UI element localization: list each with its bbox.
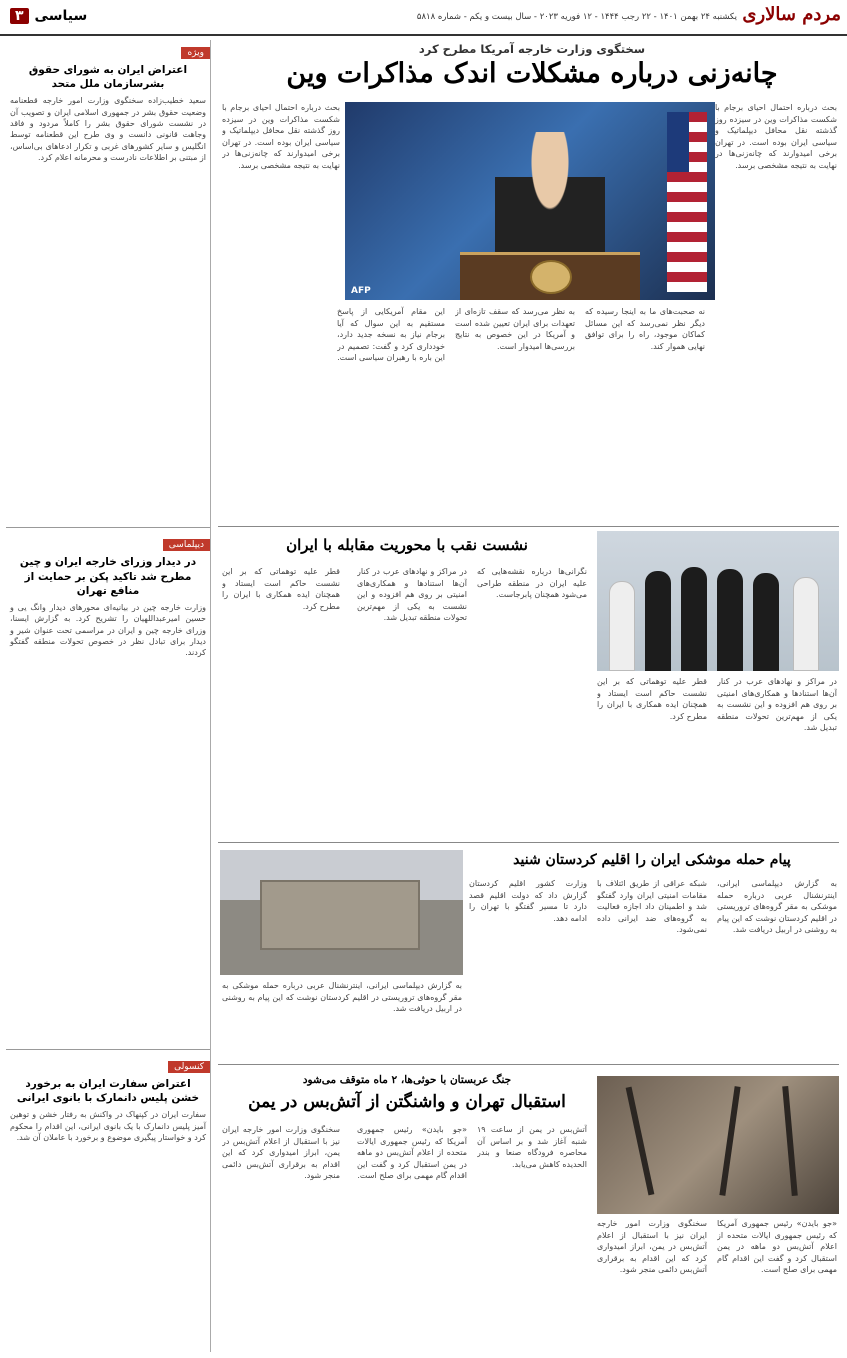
divider	[218, 842, 839, 843]
left-column	[6, 40, 211, 1352]
story3-col-3: وزارت کشور اقلیم کردستان گزارش داد که دولت اقلیم قصد دارد تا مسیر گفتگو با تهران را ادامه دهد.	[469, 879, 587, 923]
masthead	[0, 0, 847, 36]
flag-image	[667, 112, 707, 292]
person-figure	[717, 569, 743, 671]
lead-col-4: این مقام آمریکایی از پاسخ مستقیم به این سوال که آیا برجام نیاز به نسخه جدید دارد، خودداری کرد و گفت: تصمیم در این باره با رهبران سیاسی است.	[337, 307, 445, 363]
story2-photo	[597, 531, 839, 671]
left-item-tag: دیپلماسی	[163, 539, 210, 551]
left-item-title: در دیدار وزرای خارجه ایران و چین مطرح شد تاکید پکن بر حمایت از منافع تهران	[19, 556, 197, 597]
ruined-building	[260, 880, 420, 950]
page-number: ۳	[10, 8, 29, 24]
divider	[218, 526, 839, 527]
lead-col-2: نه صحبت‌های ما به اینجا رسیده که دیگر نظر نمی‌رسد که این مسائل کماکان موجود، راه را برای توافق نهایی هموار کند.	[585, 307, 705, 351]
issue-line: یکشنبه ۲۴ بهمن ۱۴۰۱ - ۲۲ رجب ۱۴۴۴ - ۱۲ فوریه ۲۰۲۳ - سال بیست و یکم - شماره ۵۸۱۸	[416, 12, 737, 22]
left-item-text: سعید خطیب‌زاده سخنگوی وزارت امور خارجه قطعنامه وضعیت حقوق بشر در جمهوری اسلامی ایران و تصویب آن در نشست شورای حقوق بشر را کاملاً مردود و فاقد وجاهت قانونی دانست و وی طرح این قطعنامه توسط انگلیس و سایر کشورهای غربی و تکرار ادعاهای بی‌اساس، از مبتنی بر اطلاعات نادرست و محرمانه اعلام کرد.	[10, 96, 206, 163]
rifle-shape	[782, 1086, 798, 1196]
lead-headline: چانه‌زنی درباره مشکلات اندک مذاکرات وین	[286, 58, 778, 89]
story2-col-3: نگرانی‌ها درباره نقشه‌هایی که علیه ایران در منطقه طراحی می‌شود همچنان پابرجاست.	[477, 567, 587, 600]
left-item-3	[6, 1054, 210, 1145]
lead-kicker: سختگوی وزارت خارجه آمریکا مطرح کرد	[418, 42, 646, 56]
left-item-1	[6, 40, 210, 523]
left-item-tag: کنسولی	[168, 1061, 210, 1073]
left-item-title: اعتراض سفارت ایران به برخورد خشن پلیس دانمارک با بانوی ایرانی	[16, 1077, 200, 1105]
story2-headline: نشست نقب با محوریت مقابله با ایران	[286, 536, 528, 554]
story4-col-2: سخنگوی وزارت امور خارجه ایران نیز با استقبال از اعلام آتش‌بس در یمن، ابراز امیدواری کرد که این اقدام به برقراری آتش‌بس دائمی منجر شود.	[597, 1219, 707, 1275]
story3-col-1: به گزارش دیپلماسی ایرانی، اینترنشنال عربی درباره حمله موشکی به مقر گروه‌های تروریستی در اقلیم کردستان نوشت که این پیام به روشنی در اربیل دریافت شد.	[717, 879, 837, 935]
divider	[6, 527, 210, 528]
divider	[6, 1049, 210, 1050]
story3-col-4: به گزارش دیپلماسی ایرانی، اینترنشنال عربی درباره حمله موشکی به مقر گروه‌های تروریستی در اقلیم کردستان نوشت که این پیام به روشنی در اربیل دریافت شد.	[222, 981, 462, 1014]
rifle-shape	[719, 1086, 740, 1196]
lead-col-1: بحث درباره احتمال احیای برجام با شکست مذاکرات وین در سیزده روز گذشته نقل محافل دیپلماتیک و سیاسی ایران بوده است. در تهران برخی امیدوارند که چانه‌زنی‌ها در نهایت به نتیجه مشخصی برسد.	[715, 103, 837, 170]
person-figure	[645, 571, 671, 671]
left-item-2	[6, 532, 210, 1045]
lead-col-3: به نظر می‌رسد که سقف تازه‌ای از تعهدات برای ایران تعیین شده است و آمریکا در این خصوص به نتایج بررسی‌ها امیدوار است.	[455, 307, 575, 351]
story2-col-5: قطر علیه توهماتی که بر این نشست حاکم است ایستاد و همچنان ایده همکاری با ایران را مطرح کرد.	[222, 567, 340, 611]
newspaper-logo: مردم سالاری	[742, 4, 841, 25]
story4-kicker: جنگ عربستان با حوثی‌ها، ۲ ماه متوقف می‌شود	[302, 1074, 512, 1086]
story2-col-2: قطر علیه توهماتی که بر این نشست حاکم است ایستاد و همچنان ایده همکاری با ایران را مطرح کرد.	[597, 677, 707, 721]
rifle-shape	[626, 1087, 655, 1196]
seal-emblem	[530, 260, 572, 294]
story3-photo	[220, 850, 463, 975]
story2-col-1: در مراکز و نهادهای عرب در کنار آن‌ها استنادها و همکاری‌های امنیتی بر روی هم افزوده و این نشست به یکی از مهم‌ترین تحولات منطقه تبدیل شد.	[717, 677, 837, 733]
lead-photo	[345, 102, 715, 300]
story4-col-4: «جو بایدن» رئیس جمهوری آمریکا که رئیس جمهوری ایالات متحده از اعلام آتش‌بس دو ماهه در یمن استقبال کرد و گفت این اقدام گام مهمی برای صلح است.	[357, 1125, 467, 1181]
photo-credit: AFP	[351, 286, 371, 296]
person-figure	[753, 573, 779, 671]
left-item-title: اعتراض ایران به شورای حقوق بشرسازمان ملل متحد	[28, 64, 188, 91]
story4-headline: استقبال تهران و واشنگتن از آتش‌بس در یمن	[248, 1092, 566, 1112]
left-item-text: وزارت خارجه چین در بیانیه‌ای محورهای دیدار وانگ یی و حسین امیرعبداللهیان را تشریح کرد. به گزارش ایسنا، وزرای خارجه چین و ایران در مراسمی تحت عنوان شیر و دیدار برای تبادل نظر در خصوص تحولات منطقه گفتگو کردند.	[10, 602, 206, 658]
story2-col-4: در مراکز و نهادهای عرب در کنار آن‌ها استنادها و همکاری‌های امنیتی بر روی هم افزوده و این نشست به یکی از مهم‌ترین تحولات منطقه تبدیل شد.	[357, 567, 467, 623]
left-item-tag: ویژه	[181, 47, 210, 59]
story4-col-3: آتش‌بس در یمن از ساعت ۱۹ شنبه آغاز شد و بر اساس آن محاصره فرودگاه صنعا و بندر الحدیده کاهش می‌یابد.	[477, 1125, 587, 1169]
section-label	[10, 8, 87, 24]
story4-photo	[597, 1076, 839, 1214]
person-figure	[793, 577, 819, 671]
story3-col-2: شبکه عراقی از طریق ائتلاف با مقامات امنیتی ایران وارد گفتگو شد و اطمینان داد اجازه فعالیت به گروه‌های ضد ایرانی داده نمی‌شود.	[597, 879, 707, 935]
story3-headline: پیام حمله موشکی ایران را اقلیم کردستان شنید	[513, 852, 791, 868]
story4-col-5: سخنگوی وزارت امور خارجه ایران نیز با استقبال از اعلام آتش‌بس در یمن، ابراز امیدواری کرد که این اقدام به برقراری آتش‌بس دائمی منجر شود.	[222, 1125, 340, 1181]
divider	[218, 1064, 839, 1065]
person-figure	[609, 581, 635, 671]
person-figure	[681, 567, 707, 671]
section-name: سیاسی	[34, 8, 88, 24]
left-item-text: سفارت ایران در کپنهاک در واکنش به رفتار خشن و توهین آمیز پلیس دانمارک با یک بانوی ایرانی، این اقدام را محکوم کرد و خواستار پیگیری موضوع و برخورد با عاملان آن شد.	[10, 1110, 206, 1142]
story4-col-1: «جو بایدن» رئیس جمهوری آمریکا که رئیس جمهوری ایالات متحده از اعلام آتش‌بس دو ماهه در یمن استقبال کرد و گفت این اقدام گام مهمی برای صلح است.	[717, 1219, 837, 1275]
lead-col-5: بحث درباره احتمال احیای برجام با شکست مذاکرات وین در سیزده روز گذشته نقل محافل دیپلماتیک و سیاسی ایران بوده است. در تهران برخی امیدوارند که چانه‌زنی‌ها در نهایت به نتیجه مشخصی برسد.	[222, 103, 340, 170]
